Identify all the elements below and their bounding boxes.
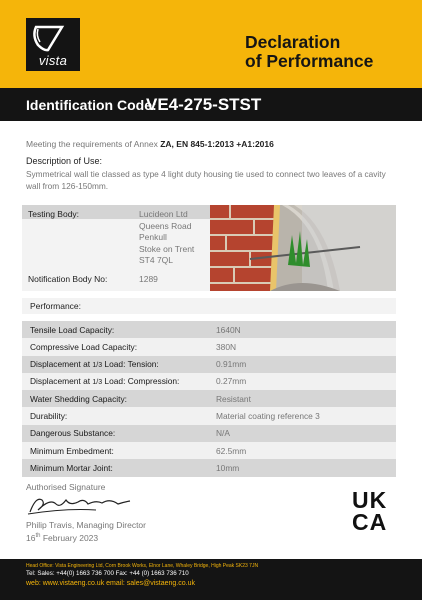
fraction: 1/3 <box>92 362 103 370</box>
signature-image <box>26 492 136 523</box>
row-value: 62.5mm <box>216 445 247 456</box>
address-line: Queens Road <box>139 220 192 231</box>
address-line: Lucideon Ltd <box>139 209 188 219</box>
footer-address: Head Office: Vista Engineering Ltd, Corn Brook Works, Elnor Lane, Whaley Bridge, High Peak SK23 7JN <box>26 563 259 569</box>
address-line: ST4 7QL <box>139 255 174 265</box>
address-line: Penkull <box>139 232 167 242</box>
row-value: Material coating reference 3 <box>216 410 320 421</box>
footer-phone: Tel: Sales: +44(0) 1663 736 700 Fax: +44 (0) 1663 736 710 <box>26 570 189 577</box>
table-row <box>22 321 396 338</box>
notification-body-label: Notification Body No: <box>28 274 108 284</box>
notification-body-value: 1289 <box>139 274 158 284</box>
performance-heading-row <box>22 298 396 314</box>
signer-name: Philip Travis, Managing Director <box>26 520 146 530</box>
row-key: Water Shedding Capacity: <box>30 393 127 404</box>
row-key: Compressive Load Capacity: <box>30 341 138 352</box>
document-title <box>245 33 373 71</box>
row-value: Resistant <box>216 393 251 404</box>
table-row <box>22 407 396 424</box>
testing-body-address <box>139 209 194 267</box>
wall-tie-photo <box>210 205 396 291</box>
ukca-mark <box>352 489 398 537</box>
identification-label: Identification Code: <box>26 97 157 113</box>
identification-code: VE4-275-STST <box>146 95 262 114</box>
identification-bar <box>0 88 422 121</box>
row-value: 1640N <box>216 324 241 335</box>
footer-contact: web: www.vistaeng.co.uk email: sales@vistaeng.co.uk <box>26 580 195 587</box>
table-row <box>22 390 396 407</box>
signature-date: 16th February 2023 <box>26 533 99 543</box>
row-key: Minimum Embedment: <box>30 445 114 456</box>
row-value: N/A <box>216 428 230 439</box>
title-line-1: Declaration <box>245 32 341 52</box>
row-value: 0.91mm <box>216 359 247 370</box>
performance-heading: Performance: <box>30 301 82 311</box>
description-heading: Description of Use: <box>26 156 103 166</box>
row-key: Tensile Load Capacity: <box>30 324 115 335</box>
row-value: 380N <box>216 341 237 352</box>
table-row <box>22 459 396 476</box>
table-row <box>22 442 396 459</box>
row-key: Dangerous Substance: <box>30 428 116 439</box>
row-value: 10mm <box>216 462 240 473</box>
row-key: Durability: <box>30 410 68 421</box>
row-key: Minimum Mortar Joint: <box>30 462 113 473</box>
fraction: 1/3 <box>92 379 103 387</box>
title-line-2: of Performance <box>245 51 374 71</box>
ukca-line-1: UK <box>352 487 388 513</box>
requirements-prefix: Meeting the requirements of Annex <box>26 139 158 149</box>
row-value: 0.27mm <box>216 376 247 387</box>
vista-logo <box>26 18 80 71</box>
table-row <box>22 373 396 390</box>
header-banner <box>0 0 422 88</box>
performance-table <box>22 321 396 477</box>
description-text: Symmetrical wall tie classed as type 4 light duty housing tie used to connect two leaves of a cavity wall from 126-150mm. <box>26 169 386 191</box>
row-key: Displacement at 1/3 Load: Compression: <box>30 376 180 387</box>
requirements-standard: ZA, EN 845-1:2013 +A1:2016 <box>160 139 274 149</box>
testing-body-label: Testing Body: <box>28 209 80 219</box>
row-key: Displacement at 1/3 Load: Tension: <box>30 359 159 370</box>
requirements-line <box>26 139 274 149</box>
authorised-signature-label: Authorised Signature <box>26 482 106 492</box>
table-row <box>22 338 396 355</box>
table-row <box>22 356 396 373</box>
address-line: Stoke on Trent <box>139 243 195 254</box>
ukca-line-2: CA <box>352 509 388 535</box>
logo-text: vista <box>38 53 68 68</box>
table-row <box>22 425 396 442</box>
